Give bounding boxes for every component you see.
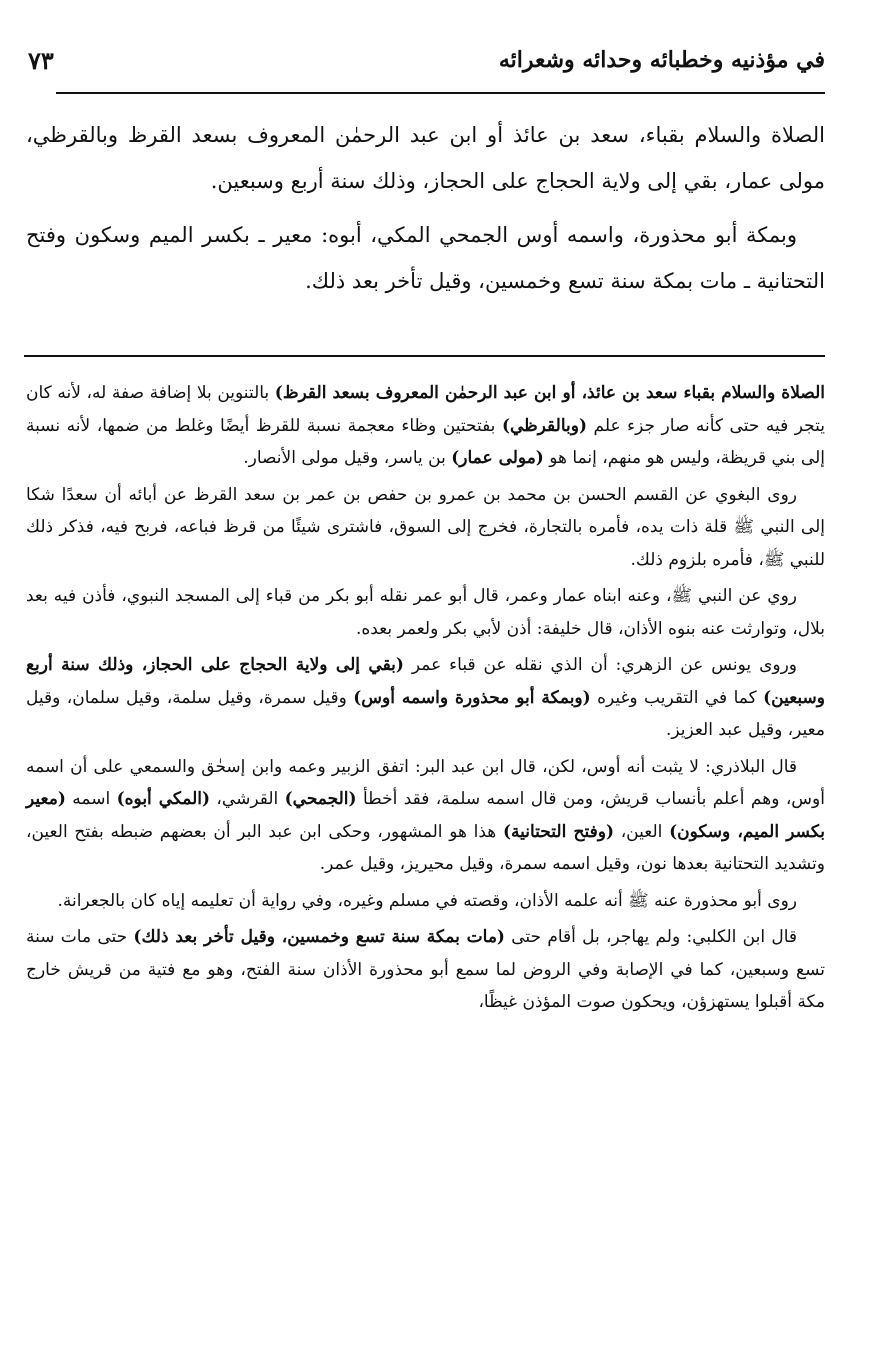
commentary-span: كما في التقريب وغيره [590,687,764,708]
quoted-text: (وفتح التحتانية) [502,821,614,842]
commentary-separator [24,355,825,357]
quoted-text: (معير بكسر الميم، وسكون) [26,789,825,842]
commentary-span: وقيل سمرة، وقيل سلمة، وقيل سلمان، وقيل معير، وقيل عبد العزيز. [26,687,825,740]
header-rule [56,92,825,94]
quoted-text: الصلاة والسلام بقباء سعد بن عائذ، أو ابن عبد الرحمٰن المعروف بسعد القرظ) [274,383,825,403]
commentary-paragraph [26,649,825,747]
main-text-paragraph: وبمكة أبو محذورة، واسمه أوس الجمحي المكي، أبوه: معير ـ بكسر الميم وسكون وفتح التحتانية ـ مات بمكة سنة تسع وخمسين، وقيل تأخر بعد ذلك. [26,223,825,293]
commentary-span: العين، [614,821,670,842]
quoted-text: (مات بمكة سنة تسع وخمسين، وقيل تأخر بعد ذلك) [133,927,505,947]
main-text [26,112,825,304]
quoted-text: (وبمكة أبو محذورة واسمه أوس) [353,687,591,708]
page-number: ٧٣ [28,45,54,75]
commentary-span: حتى مات سنة تسع وسبعين، كما في الإصابة وفي الروض لما سمع أبو محذورة الأذان سنة الفتح، وهو مع فتية من قريش خارج مكة أقبلوا يستهزؤن، ويحكون صوت المؤذن غيظًا، [26,927,825,1012]
commentary-span: قال ابن الكلبي: ولم يهاجر، بل أقام حتى [504,927,797,947]
commentary-paragraph: روى البغوي عن القسم الحسن بن محمد بن عمرو بن حفص بن عمر بن سعد القرظ عن أبائه أن سعدًا شكا إلى النبي ﷺ قلة ذات يده، فأمره بالتجارة، فخرج إلى السوق، فاشترى شيئًا من قرظ فباعه، فربح فيه، فذكر ذلك للنبي ﷺ، فأمره بلزوم ذلك. [26,484,825,570]
commentary-paragraph [26,921,825,1019]
commentary-paragraph: روي عن النبي ﷺ، وعنه ابناه عمار وعمر، قال أبو عمر نقله أبو بكر من قباء إلى المسجد النبوي، فأذن فيه بعد بلال، وتوارثت عنه بنوه الأذان، قال خليفة: أذن لأبي بكر ولعمر بعده. [26,586,825,639]
commentary-span: اسمه [65,789,117,809]
quoted-text: (مولى عمار) [451,448,544,468]
commentary-paragraph [26,377,825,475]
commentary-span: بن ياسر، وقيل مولى الأنصار. [243,448,452,468]
commentary-span: القرشي، [210,789,285,809]
commentary-span: بفتحتين وظاء معجمة نسبة للقرظ أيضًا وغلط من ضمها، لأنه نسبة إلى بني قريظة، وليس هو منهم، إنما هو [26,415,825,468]
commentary-span: بالتنوين بلا إضافة صفة له، لأنه كان يتجر فيه حتى كأنه صار جزء علم [26,383,825,436]
commentary-span: قال البلاذري: لا يثبت أنه أوس، لكن، قال ابن عبد البر: اتفق الزبير وعمه وابن إسحٰق والسمعي على أن اسمه أوس، وهم أعلم بأنساب قريش، ومن قال اسمه سلمة، فقد أخطأ [26,756,825,809]
quoted-text: (الجمحي) [284,789,357,809]
commentary-text [26,377,825,1023]
page-header [28,38,825,82]
main-text-paragraph: الصلاة والسلام بقباء، سعد بن عائذ أو ابن عبد الرحمٰن المعروف بسعد القرظ وبالقرظي، مولى عمار، بقي إلى ولاية الحجاج على الحجاز، وذلك سنة أربع وسبعين. [26,123,825,193]
commentary-paragraph [26,751,825,881]
quoted-text: (بقي إلى ولاية الحجاج على الحجاز، وذلك سنة أربع وسبعين) [26,655,826,708]
commentary-span: وروى يونس عن الزهري: أن الذي نقله عن قباء عمر [403,655,797,675]
running-title: في مؤذنيه وخطبائه وحدائه وشعرائه [498,47,825,73]
quoted-text: (المكي أبوه) [116,789,211,809]
quoted-text: (وبالقرظي) [501,415,588,436]
commentary-span: هذا هو المشهور، وحكى ابن عبد البر أن بعضهم ضبطه بفتح العين، وتشديد التحتانية بعدها نون، وقيل اسمه سمرة، وقيل محيريز، وقيل عمر. [26,821,825,874]
commentary-paragraph: روى أبو محذورة عنه ﷺ أنه علمه الأذان، وقصته في مسلم وغيره، وفي رواية أن تعليمه إياه كان بالجعرانة. [57,890,797,911]
